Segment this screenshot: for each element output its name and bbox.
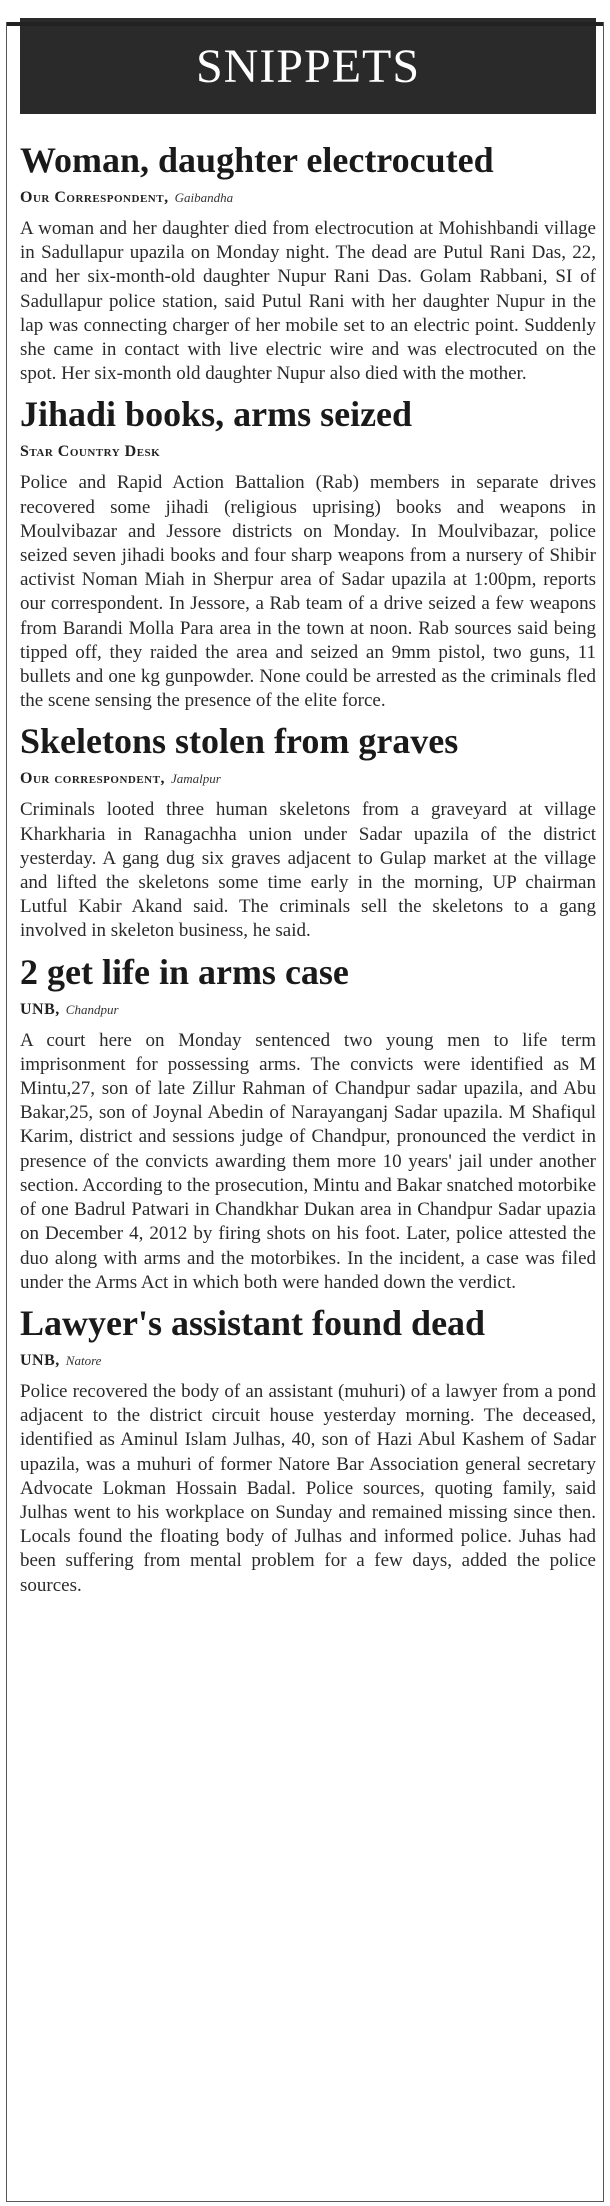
story-byline (20, 442, 596, 461)
story-skeletons (20, 721, 596, 943)
story-jihadi-books (20, 394, 596, 713)
byline-source: Our correspondent, (20, 770, 165, 788)
right-rule (603, 22, 604, 2202)
byline-source: Our Correspondent, (20, 189, 169, 206)
story-body: Police and Rapid Action Battalion (Rab) members in separate drives recovered some jihadi (religious uprising) books and weapons in Moulvibazar and Jessore districts on Monday. In Moulvibazar, police seized seven jihadi books and four sharp weapons from a nursery of Shibir activist Noman Miah in Sherpur area of Sadar upazila at 1:00pm, reports our correspondent. In Jessore, a Rab team of a drive seized a few weapons from Barandi Molla Para area in the town at noon. Rab sources said being tipped off, they raided the area and seized an 9mm pistol, two guns, 11 bullets and one kg gunpowder. None could be arrested as the criminals fled the scene sensing the presence of the elite force. (20, 472, 596, 712)
byline-source: Star Country Desk (20, 443, 161, 461)
byline-source: UNB, (20, 1351, 60, 1369)
story-byline (20, 1000, 596, 1019)
story-body: Criminals looted three human skeletons from a graveyard at village Kharkharia in Ranagachha union under Sadar upazila of the district yesterday. A gang dug six graves adjacent to Gulap market at the village and lifted the skeletons some time early in the morning, UP chairman Lutful Kabir Akand said. The criminals sell the skeletons to a gang involved in skeleton business, he said. (20, 799, 596, 942)
story-body: Police recovered the body of an assistant (muhuri) of a lawyer from a pond adjacent to the district circuit house yesterday morning. The deceased, identified as Aminul Islam Julhas, 40, son of Hazi Abul Kashem of Sadar upazila, was a muhuri of former Natore Bar Association general secretary Advocate Lokman Hossain Badal. Police sources, quoting family, said Julhas went to his workplace on Sunday and remained missing since then. Locals found the floating body of Julhas and informed police. Juhas had been suffering from mental problem for a few days, added the police sources. (20, 1380, 596, 1596)
newspaper-page (0, 18, 610, 2206)
story-headline: Woman, daughter electrocuted (20, 140, 494, 180)
story-body: A court here on Monday sentenced two young men to life term imprisonment for possessing arms. The convicts were identified as M Mintu,27, son of late Zillur Rahman of Chandpur sadar upazila, and Abu Bakar,25, son of Joynal Abedin of Narayanganj Sadar upazila. M Shafiqul Karim, district and sessions judge of Chandpur, pronounced the verdict in presence of the convicts awarding them more 10 years' jail under another section. According to the prosecution, Mintu and Bakar snatched motorbike of one Badrul Patwari in Chandkhar Dukan area in Chandpur Sadar upazia on December 4, 2012 by firing shots on his foot. Later, police attested the duo along with arms and the motorbikes. In the incident, a case was filed under the Arms Act in which both were handed down the verdict. (20, 1029, 596, 1293)
bottom-rule (6, 2201, 604, 2202)
story-headline: Lawyer's assistant found dead (20, 1302, 486, 1343)
story-body: A woman and her daughter died from electrocution at Mohishbandi village in Sadullapur upazila on Monday night. The dead are Putul Rani Das, 22, and her six-month-old daughter Nupur Rani Das. Golam Rabbani, SI of Sadullapur police station, said Putul Rani with her daughter Nupur in the lap was connecting charger of her mobile set to an electric point. Suddenly she came in contact with live electric wire and was electrocuted on the spot. Her six-month old daughter Nupur also died with the mother. (20, 218, 596, 385)
story-byline (20, 188, 596, 207)
story-headline: Skeletons stolen from graves (20, 721, 459, 762)
byline-location: Gaibandha (174, 190, 234, 205)
story-byline (20, 1351, 596, 1370)
story-lawyers-assistant (20, 1303, 596, 1598)
story-headline: 2 get life in arms case (20, 951, 349, 992)
byline-location: Jamalpur (170, 771, 221, 787)
byline-source: UNB, (20, 1000, 60, 1018)
section-title: SNIPPETS (195, 39, 421, 93)
story-arms-case (20, 952, 596, 1295)
section-banner (20, 18, 596, 114)
byline-location: Natore (65, 1352, 102, 1368)
story-byline (20, 769, 596, 788)
top-rule (6, 22, 604, 26)
left-rule (6, 22, 7, 2202)
story-headline: Jihadi books, arms seized (20, 394, 413, 435)
story-electrocuted (20, 140, 596, 386)
byline-location: Chandpur (65, 1001, 119, 1017)
